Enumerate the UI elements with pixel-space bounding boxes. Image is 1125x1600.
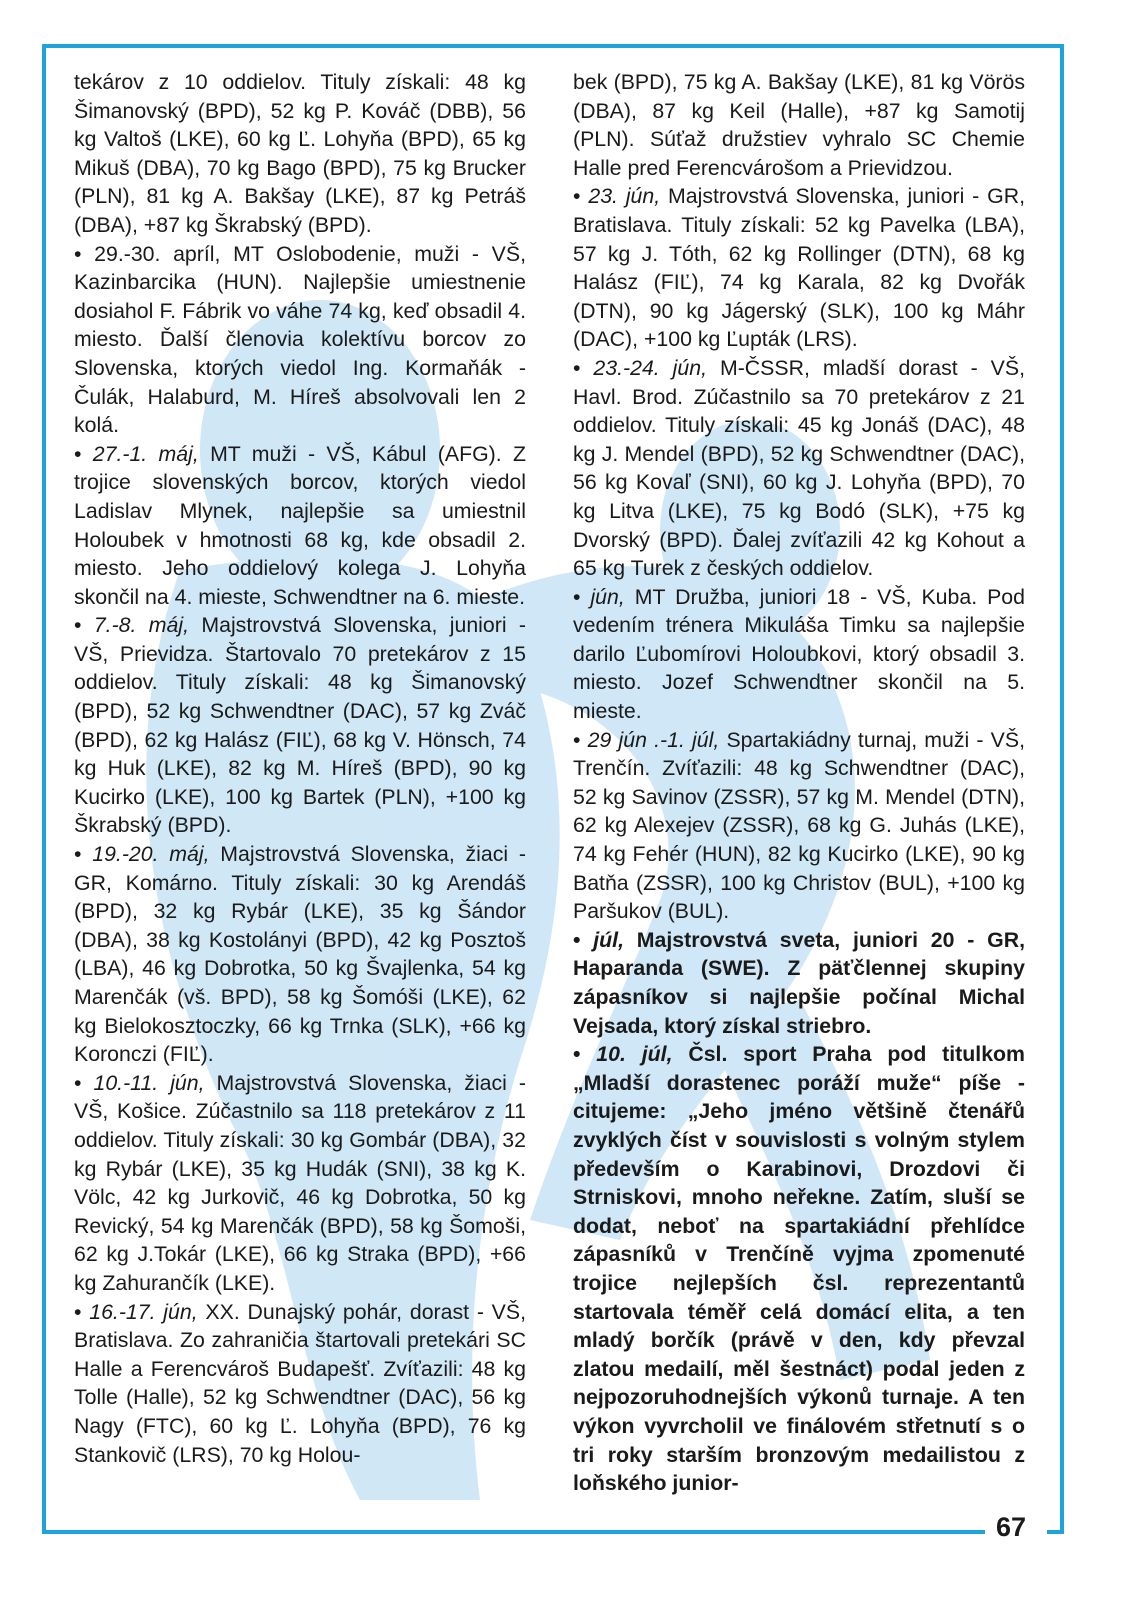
paragraph-l0 [74,68,526,240]
event-date: 27.-1. máj, [92,441,199,466]
paragraph-text: XX. Dunajský pohár, dorast - VŠ, Bratislava. Zo zahraničia štartovali pretekári SC Halle a Ferencvároš Budapešť. Zvíťazili: 48 kg Tolle (Halle), 52 kg Schwendtner (DAC), 56 kg Nagy (FTC), 60 kg Ľ. Lohyňa (BPD), 76 kg Stankovič (LRS), 70 kg Holou- [74,1299,527,1467]
right-column [573,68,1025,1498]
paragraph-r5 [573,926,1025,1040]
paragraph-text: Majstrovstvá Slovenska, žiaci - VŠ, Košice. Zúčastnilo sa 118 pretekárov z 11 oddielov. Tituly získali: 30 kg Gombár (DBA), 32 kg Rybár (LKE), 35 kg Hudák (SNI), 38 kg K. Völc, 42 kg Jurkovič, 46 kg Dobrotka, 50 kg Revický, 54 kg Marenčák (BPD), 58 kg Šomoši, 62 kg J.Tokár (LKE), 66 kg Straka (BPD), +66 kg Zahurančík (LKE). [74,1070,526,1295]
paragraph-l2 [74,440,526,612]
paragraph-text: Čsl. sport Praha pod titulkom „Mladší dorastenec poráží muže“ píše - citujeme: „Jeho jméno většině čtenářů zvyklých číst v souvislosti s volným stylem především o Karabinovi, Drozdovi či Strniskovi, mnoho neřekne. Zatím, sluší se dodat, neboť na spartakiádní přehlídce zápasníků v Trenčíně vyjma zpomenuté trojice nejlepších čsl. reprezentantů startovala téměř celá domácí elita, a ten mladý borčík (právě v den, kdy převzal zlatou medailí, měl šestnáct) podal jeden z nejpozoruhodnejších výkonů turnaje. A ten výkon vyvrcholil ve finálovém střetnutí s o tri roky starším bronzovým medailistou z loňského junior- [573,1042,1025,1496]
event-date: 19.-20. máj, [92,842,210,867]
event-date: júl, [593,927,625,952]
paragraph-text: MT muži - VŠ, Kábul (AFG). Z trojice slovenských borcov, ktorých viedol Ladislav Mlynek, najlepšie sa umiestnil Holoubek v hmotnosti 68 kg, kde obsadil 2. miesto. Jeho oddielový kolega J. Lohyňa skončil na 4. mieste, Schwendtner na 6. mieste. [74,441,527,609]
page-number: 67 [996,1512,1027,1542]
event-date: 23.-24. jún, [593,355,707,380]
paragraph-r1 [573,182,1025,354]
paragraph-text: 29.-30. apríl, MT Oslobodenie, muži - VŠ, Kazinbarcika (HUN). Najlepšie umiestnenie dosiahol F. Fábrik vo váhe 74 kg, keď obsadil 4. miesto. Ďalší členovia kolektívu borcov zo Slovenska, ktorých viedol Ing. Kormaňák - Čulák, Halaburd, M. Híreš absolvovali len 2 kolá. [74,241,527,438]
paragraph-r2 [573,354,1025,583]
paragraph-text: Majstrovstvá sveta, juniori 20 - GR, Haparanda (SWE). Z päťčlennej skupiny zápasníkov si najlepšie počínal Michal Vejsada, ktorý získal striebro. [573,927,1025,1038]
event-date: 10. júl, [596,1042,673,1067]
left-column [74,68,526,1469]
event-date: 10.-11. jún, [93,1070,205,1095]
paragraph-r4 [573,726,1025,926]
event-date: jún, [590,584,625,609]
paragraph-l4 [74,840,526,1069]
paragraph-text: Spartakiádny turnaj, muži - VŠ, Trenčín. Zvíťazili: 48 kg Schwendtner (DAC), 52 kg Savinov (ZSSR), 57 kg M. Mendel (DTN), 62 kg Alexejev (ZSSR), 68 kg G. Juhás (LKE), 74 kg Fehér (HUN), 82 kg Kucirko (LKE), 90 kg Batňa (ZSSR), 100 kg Christov (BUL), +100 kg Paršukov (BUL). [573,727,1026,924]
event-date: 16.-17. jún, [89,1299,198,1324]
paragraph-text: M-ČSSR, mladší dorast - VŠ, Havl. Brod. Zúčastnilo sa 70 pretekárov z 21 oddielov. Tituly získali: 45 kg Jonáš (DAC), 48 kg J. Mendel (BPD), 52 kg Schwendtner (DAC), 56 kg Kovaľ (SNI), 60 kg J. Lohyňa (BPD), 70 kg Litva (LKE), 75 kg Bodó (SLK), +75 kg Dvorský (BPD). Ďalej zvíťazili 42 kg Kohout a 65 kg Turek z českých oddielov. [573,355,1025,581]
paragraph-r6 [573,1040,1025,1498]
paragraph-l3 [74,611,526,840]
paragraph-text: tekárov z 10 oddielov. Tituly získali: 48 kg Šimanovský (BPD), 52 kg P. Kováč (DBB), 56 kg Valtoš (LKE), 60 kg Ľ. Lohyňa (BPD), 65 kg Mikuš (DBA), 70 kg Bago (BPD), 75 kg Brucker (PLN), 81 kg A. Bakšay (LKE), 87 kg Petráš (DBA), +87 kg Škrabský (BPD). [74,70,526,237]
paragraph-r3 [573,583,1025,726]
paragraph-text: Majstrovstvá Slovenska, žiaci - GR, Komárno. Tituly získali: 30 kg Arendáš (BPD), 32 kg Rybár (LKE), 35 kg Šándor (DBA), 38 kg Kostolányi (BPD), 42 kg Posztoš (LBA), 46 kg Dobrotka, 50 kg Švajlenka, 54 kg Marenčák (vš. BPD), 58 kg Šomóši (LKE), 62 kg Bielokosztoczky, 66 kg Trnka (SLK), +66 kg Koronczi (FIĽ). [74,842,526,1067]
paragraph-text: MT Družba, juniori 18 - VŠ, Kuba. Pod vedením trénera Mikuláša Timku sa najlepšie darilo Ľubomírovi Holoubkovi, ktorý obsadil 3. miesto. Jozef Schwendtner skončil na 5. mieste. [573,584,1025,724]
event-date: 7.-8. máj, [93,613,190,638]
paragraph-l6 [74,1298,526,1470]
paragraph-r0 [573,68,1025,182]
event-date: 29 jún .-1. júl, [587,727,720,752]
paragraph-text: bek (BPD), 75 kg A. Bakšay (LKE), 81 kg Vörös (DBA), 87 kg Keil (Halle), +87 kg Samotij (PLN). Súťaž družstiev vyhralo SC Chemie Halle pred Ferencvárošom a Prievidzou. [573,70,1025,180]
paragraph-text: Majstrovstvá Slovenska, juniori - VŠ, Prievidza. Štartovalo 70 pretekárov z 15 oddielov. Tituly získali: 48 kg Šimanovský (BPD), 52 kg Schwendtner (DAC), 57 kg Zváč (BPD), 62 kg Halász (FIĽ), 68 kg V. Hönsch, 74 kg Huk (LKE), 82 kg M. Híreš (BPD), 90 kg Kucirko (LKE), 100 kg Bartek (PLN), +100 kg Škrabský (BPD). [74,613,527,838]
event-date: 23. jún, [588,184,661,209]
paragraph-text: Majstrovstvá Slovenska, juniori - GR, Bratislava. Tituly získali: 52 kg Pavelka (LBA), 57 kg J. Tóth, 62 kg Rollinger (DTN), 68 kg Halász (FIĽ), 74 kg Karala, 82 kg Dvořák (DTN), 90 kg Jágerský (SLK), 100 kg Máhr (DAC), +100 kg Ľupták (LRS). [573,184,1026,352]
paragraph-l1 [74,240,526,440]
paragraph-l5 [74,1069,526,1298]
